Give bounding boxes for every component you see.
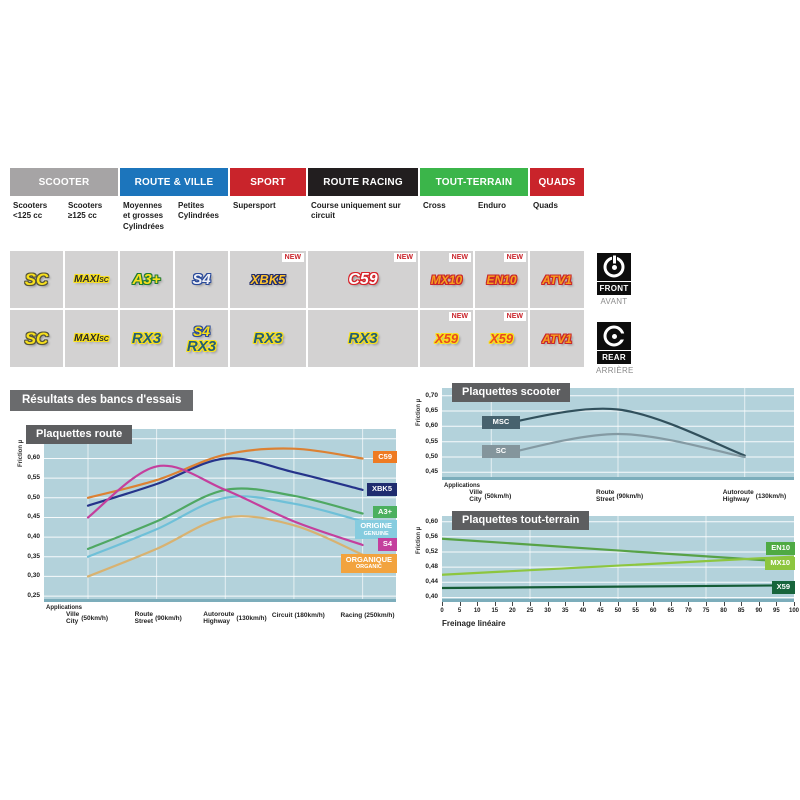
series-label-text: A3+: [378, 506, 392, 516]
series-label-s4: [378, 538, 397, 551]
station-speed: (130km/h): [755, 493, 787, 501]
front-rear-markers: [596, 253, 636, 391]
x-tick-mark: [548, 602, 549, 606]
series-label-text: EN10: [771, 543, 790, 553]
new-badge: NEW: [504, 312, 526, 321]
pad-cell-rear: [308, 310, 418, 367]
chart-title-tout: Plaquettes tout-terrain: [452, 511, 589, 530]
series-label-a3: [373, 506, 397, 519]
subcategory-header-cross: Cross: [420, 198, 473, 249]
station-speed: (90km/h): [155, 615, 182, 623]
front-label: FRONT: [597, 282, 631, 295]
rear-label: REAR: [597, 351, 631, 364]
station-name-fr: Autoroute: [722, 489, 754, 496]
product-logo-sc: SC: [24, 270, 49, 289]
pad-cell-rear: [230, 310, 306, 367]
pad-cell-front: [120, 251, 173, 308]
x-tick-mark: [706, 602, 707, 606]
x-axis-label: Freinage linéaire: [442, 619, 506, 628]
x-tick-label: 70: [685, 608, 692, 614]
station-name-fr: Ville: [66, 611, 80, 618]
friction-axis-label: Friction µ: [416, 398, 422, 426]
x-tick-label: 95: [773, 608, 780, 614]
station-name-bilingual: [469, 490, 482, 504]
series-label-sc: [482, 445, 520, 458]
x-tick-mark: [653, 602, 654, 606]
y-tick-label: 0,30: [27, 572, 40, 580]
series-label-text-en: ORGANIC: [355, 564, 382, 571]
plot-area-route: [44, 429, 396, 602]
station-name-en: Highway: [203, 617, 230, 625]
x-tick-mark: [530, 602, 531, 606]
station-speed: (50km/h): [484, 493, 512, 501]
series-label-c59: [373, 451, 397, 464]
x-tick-label: 90: [755, 608, 763, 614]
x-tick-label: 65: [667, 608, 675, 614]
y-tick-label: 0,55: [425, 437, 438, 445]
series-label-text-en: GENUINE: [363, 530, 389, 537]
x-tick-mark: [688, 602, 689, 606]
category-header-tout-terrain: TOUT-TERRAIN: [420, 168, 528, 196]
series-label-text: ORGANIQUE: [345, 554, 392, 564]
disc-glyph: [604, 257, 625, 278]
product-logo-rx3: RX3: [348, 330, 378, 347]
x-tick-label: 40: [579, 608, 587, 614]
product-logo-suffix: SC: [99, 276, 109, 284]
category-header-route-ville: ROUTE & VILLE: [120, 168, 228, 196]
y-tick-label: 0,25: [27, 592, 40, 600]
new-badge: NEW: [449, 253, 471, 262]
y-tick-label: 0,40: [27, 533, 40, 541]
pad-cell-rear: [475, 310, 528, 367]
x-tick-mark: [442, 602, 443, 606]
x-tick-mark: [794, 602, 795, 606]
x-tick-mark: [741, 602, 742, 606]
product-logo-a3: A3+: [132, 271, 161, 288]
station-name-en: Street: [596, 495, 615, 503]
chart-title-scooter: Plaquettes scooter: [452, 383, 570, 402]
series-label-text: S4: [382, 538, 392, 548]
product-logo-c59: C59: [348, 270, 378, 288]
station-name-fr: Autoroute: [203, 611, 235, 618]
friction-axis-label: Friction µ: [18, 439, 24, 467]
station-name-fr: Racing: [340, 612, 363, 619]
y-tick-label: 0,48: [425, 563, 438, 571]
y-tick-label: 0,60: [425, 422, 438, 430]
x-station-label-autoroute: [203, 612, 266, 626]
x-tick-mark: [724, 602, 725, 606]
product-logo-xbk5: XBK5: [250, 272, 286, 287]
station-name-en: Street: [134, 617, 154, 625]
pad-cell-front: [530, 251, 584, 308]
x-tick-mark: [618, 602, 619, 606]
x-tick-label: 5: [457, 608, 462, 614]
product-logo-en10: EN10: [486, 272, 517, 287]
x-tick-mark: [583, 602, 584, 606]
chart-plaquettes-route: [10, 424, 398, 638]
product-logo-s4: S4: [192, 271, 211, 288]
x-station-label-autoroute: [723, 490, 786, 504]
x-tick-label: 55: [632, 608, 639, 614]
x-tick-label: 60: [649, 608, 657, 614]
subcategory-header-moyennes-et-grosses-cylindr-es: Moyennes et grosses Cylindrées: [120, 198, 173, 249]
product-logo-atv1: ATV1: [542, 331, 572, 346]
station-name-fr: Circuit: [271, 612, 293, 619]
rear-label-fr: ARRIÈRE: [596, 366, 634, 375]
y-tick-label: 0,50: [27, 493, 40, 501]
x-tick-mark: [477, 602, 478, 606]
y-tick-label: 0,52: [425, 547, 438, 555]
station-name-bilingual: [723, 490, 754, 504]
pad-cell-front: [65, 251, 118, 308]
y-tick-label: 0,55: [27, 474, 40, 482]
station-speed: (130km/h): [236, 615, 267, 623]
y-tick-label: 0,56: [425, 532, 438, 540]
pad-cell-front: [475, 251, 528, 308]
series-label-x59: [772, 581, 795, 594]
pad-cell-rear: [420, 310, 473, 367]
x-tick-mark: [460, 602, 461, 606]
product-logo-rx3: RX3: [131, 330, 162, 347]
pad-cell-rear: [65, 310, 118, 367]
subcategory-header-scooters-125-cc: Scooters ≥125 cc: [65, 198, 118, 249]
station-name-bilingual: [596, 490, 614, 504]
pad-cell-front: [10, 251, 63, 308]
subcategory-header-course-uniquement-sur-circuit: Course uniquement sur circuit: [308, 198, 418, 249]
series-label-text: XBK5: [371, 483, 392, 493]
new-badge: NEW: [394, 253, 416, 262]
station-name-en: City: [469, 495, 482, 503]
category-header-scooter: SCOOTER: [10, 168, 118, 196]
x-tick-label: 85: [737, 608, 745, 614]
product-logo-maxisc: MAXISC: [74, 332, 109, 344]
pad-cell-front: [175, 251, 228, 308]
product-logo-s4: S4: [192, 322, 211, 339]
y-tick-label: 0,45: [425, 468, 438, 476]
x-tick-label: 100: [788, 608, 799, 614]
product-logo-x59: X59: [434, 331, 459, 346]
x-tick-label: 10: [473, 608, 481, 614]
pad-cell-rear: [120, 310, 173, 367]
series-label-text: ORIGINE: [360, 521, 392, 531]
series-label-text: MSC: [492, 417, 510, 427]
x-tick-label: 15: [491, 608, 499, 614]
station-name-bilingual: [135, 612, 153, 626]
series-label-organique: [341, 554, 397, 573]
section-title: Résultats des bancs d'essais: [10, 390, 193, 411]
x-station-label-ville: [66, 612, 108, 626]
chart-plaquettes-scooter: [408, 382, 796, 508]
product-logo-maxisc: MAXISC: [74, 273, 109, 285]
product-application-table: [10, 168, 584, 367]
category-header-route-racing: ROUTE RACING: [308, 168, 418, 196]
x-tick-label: 80: [720, 608, 727, 614]
station-speed: (250km/h): [364, 612, 395, 619]
subcategory-header-quads: Quads: [530, 198, 584, 249]
x-tick-label: 50: [614, 608, 622, 614]
series-label-text: C59: [378, 451, 392, 461]
x-tick-label: 35: [561, 608, 569, 614]
subcategory-header-petites-cylindr-es: Petites Cylindrées: [175, 198, 228, 249]
pad-cell-rear: [10, 310, 63, 367]
x-tick-label: 30: [544, 608, 551, 614]
station-speed: (180km/h): [294, 612, 325, 619]
x-tick-label: 25: [526, 608, 534, 614]
station-name-en: Highway: [722, 495, 750, 503]
friction-axis-label: Friction µ: [416, 526, 422, 554]
x-tick-label: 75: [702, 608, 710, 614]
station-name-en: City: [66, 617, 79, 625]
y-tick-label: 0,60: [27, 454, 40, 462]
y-tick-label: 0,50: [425, 453, 438, 460]
series-label-msc: [482, 416, 520, 429]
product-logo-atv1: ATV1: [542, 272, 572, 287]
series-label-xbk5: [367, 483, 397, 496]
front-label-fr: AVANT: [600, 297, 628, 306]
category-header-quads: QUADS: [530, 168, 584, 196]
station-name-bilingual: [66, 612, 79, 626]
front-marker: [596, 253, 632, 306]
x-station-label-racing: [341, 612, 395, 619]
subcategory-header-scooters-125-cc: Scooters <125 cc: [10, 198, 63, 249]
pad-cell-front: [308, 251, 418, 308]
x-station-label-ville: [469, 490, 511, 504]
product-logo-sc: SC: [24, 329, 49, 348]
y-tick-label: 0,60: [425, 517, 438, 525]
subcategory-header-supersport: Supersport: [230, 198, 306, 249]
rear-marker: [596, 322, 632, 375]
x-tick-mark: [512, 602, 513, 606]
y-tick-label: 0,44: [425, 578, 438, 586]
new-badge: NEW: [449, 312, 471, 321]
series-label-text: MX10: [770, 558, 790, 568]
station-name-fr: Route: [134, 611, 154, 618]
x-tick-label: 0: [440, 608, 444, 614]
x-tick-label: 20: [509, 608, 516, 614]
x-tick-mark: [636, 602, 637, 606]
station-name-bilingual: [203, 612, 234, 626]
product-logo-x59: X59: [489, 331, 514, 346]
y-tick-label: 0,40: [425, 593, 438, 601]
x-tick-mark: [600, 602, 601, 606]
new-badge: NEW: [282, 253, 304, 262]
x-tick-label: 45: [597, 608, 604, 614]
product-logo-mx10: MX10: [430, 272, 463, 287]
y-tick-label: 0,65: [425, 407, 438, 414]
x-tick-mark: [495, 602, 496, 606]
new-badge: NEW: [504, 253, 526, 262]
subcategory-header-enduro: Enduro: [475, 198, 528, 249]
station-name-fr: Ville: [469, 489, 483, 496]
chart-title-route: Plaquettes route: [26, 425, 132, 444]
disc-glyph: [604, 326, 625, 347]
pad-cell-rear: [175, 310, 228, 367]
series-label-mx10: [765, 557, 795, 570]
station-speed: (50km/h): [81, 615, 108, 623]
x-tick-mark: [759, 602, 760, 606]
station-speed: (90km/h): [616, 493, 644, 501]
chart-plaquettes-tout-terrain: [408, 510, 799, 640]
pad-cell-rear: [530, 310, 584, 367]
x-station-label-circuit: [272, 612, 325, 619]
product-logo-rx3: RX3: [186, 337, 217, 355]
x-axis-label: Applications: [444, 483, 481, 489]
x-station-label-route: [596, 490, 643, 504]
y-tick-label: 0,45: [27, 513, 40, 521]
x-axis-label: Applications: [46, 605, 83, 611]
station-name-fr: Route: [596, 489, 615, 496]
x-station-label-route: [135, 612, 182, 626]
series-label-text: X59: [776, 581, 790, 591]
y-tick-label: 0,70: [425, 391, 438, 399]
x-tick-mark: [671, 602, 672, 606]
y-tick-label: 0,35: [27, 552, 40, 560]
category-header-sport: SPORT: [230, 168, 306, 196]
pad-cell-front: [230, 251, 306, 308]
front-brake-disc-icon: [597, 253, 631, 281]
series-label-text: SC: [495, 446, 507, 456]
pad-cell-front: [420, 251, 473, 308]
series-label-origine: [355, 520, 397, 539]
series-label-en10: [766, 542, 795, 555]
product-logo-rx3: RX3: [253, 330, 283, 347]
x-tick-mark: [776, 602, 777, 606]
rear-brake-disc-icon: [597, 322, 631, 350]
product-logo-suffix: SC: [99, 335, 109, 343]
x-tick-mark: [565, 602, 566, 606]
